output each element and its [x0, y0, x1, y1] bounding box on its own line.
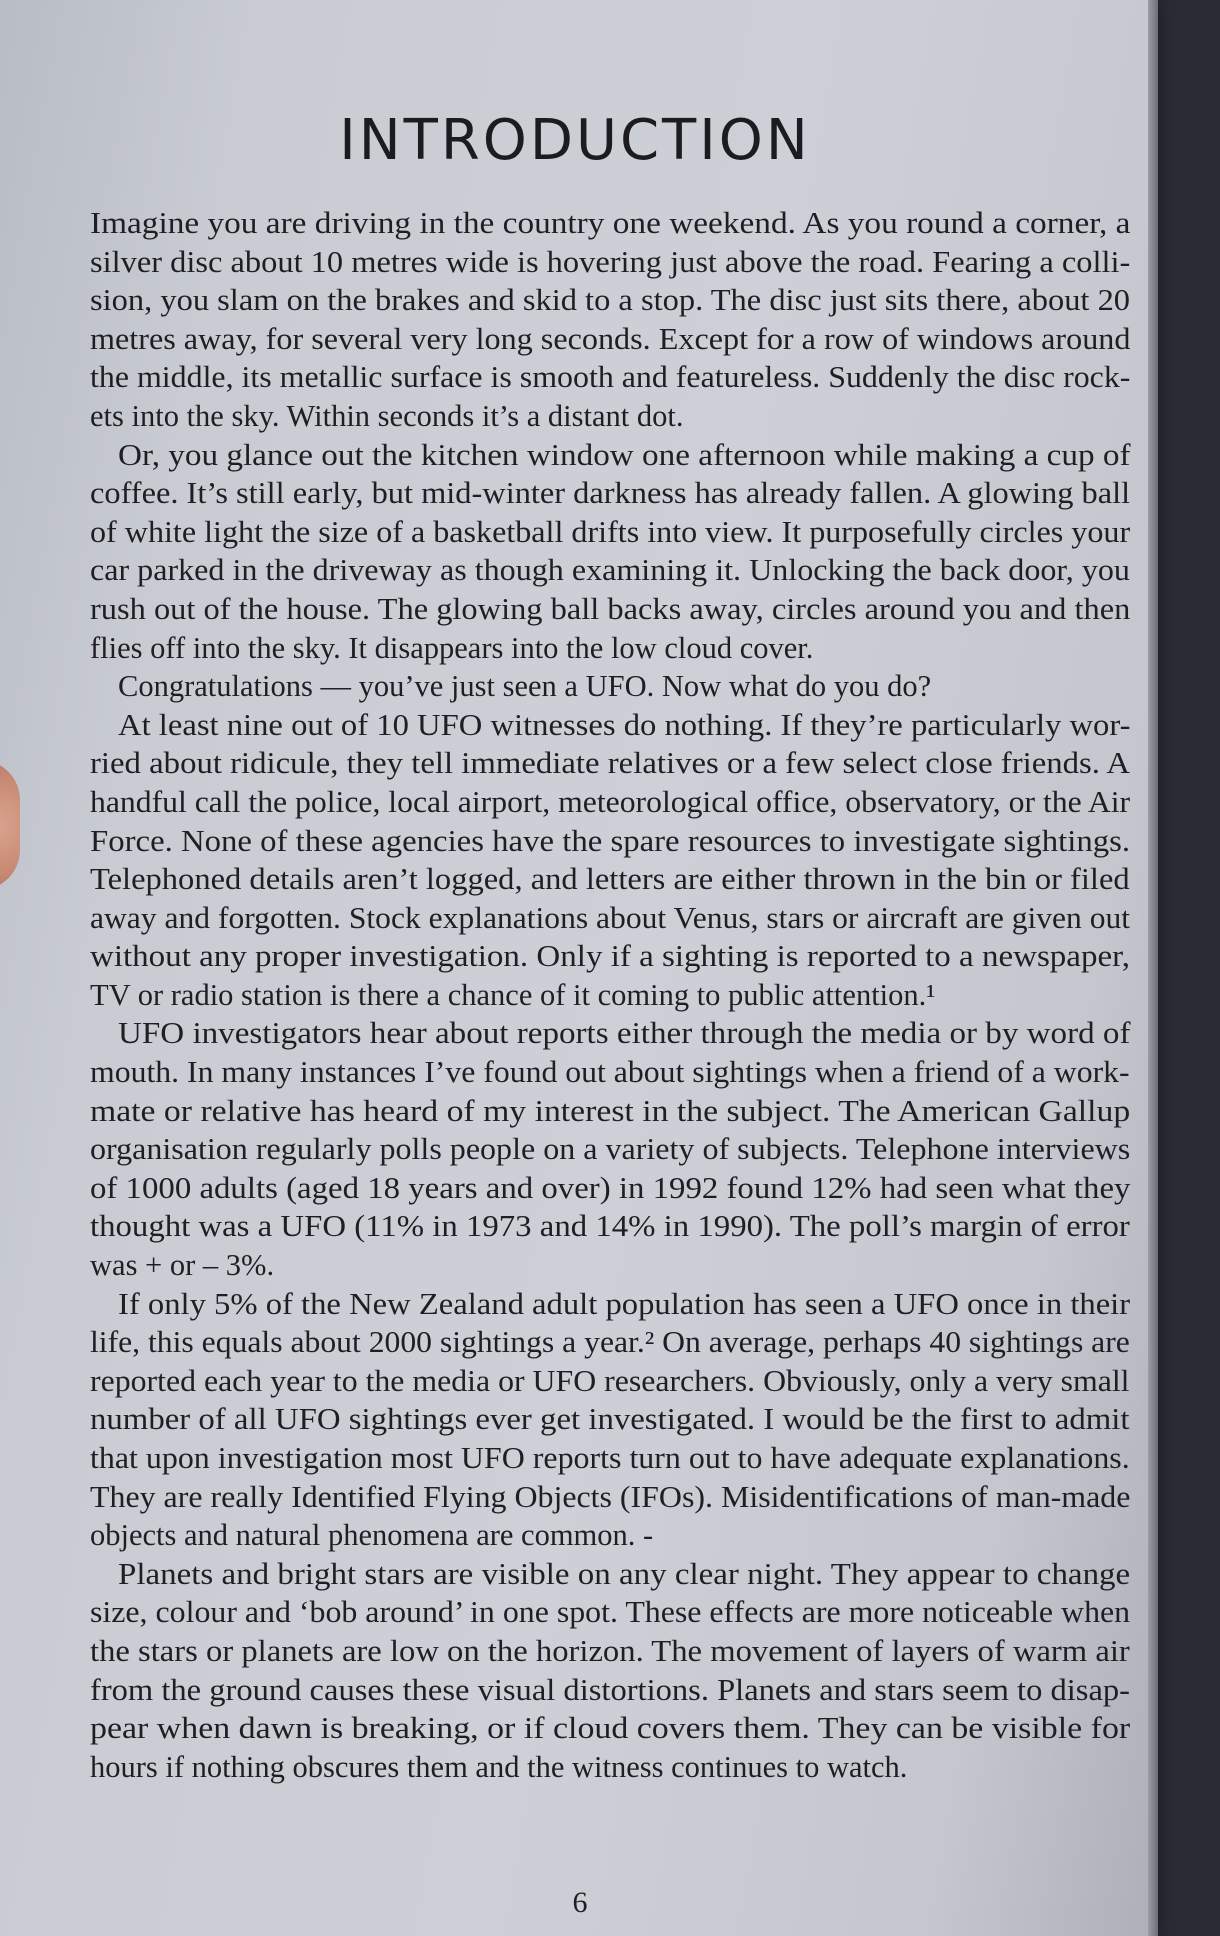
- body-text: [90, 204, 1150, 1786]
- text-line: At least nine out of 10 UFO witnesses do nothing. If they’re particularly wor-: [118, 707, 1131, 742]
- text-line: from the ground causes these visual distortions. Planets and stars seem to disap-: [90, 1672, 1131, 1707]
- text-line: hours if nothing obscures them and the witness continues to watch.: [90, 1749, 908, 1784]
- text-line: UFO investigators hear about reports either through the media or by word of: [118, 1016, 1131, 1051]
- text-line: the middle, its metallic surface is smooth and featureless. Suddenly the disc rock-: [90, 360, 1131, 395]
- text-line: number of all UFO sightings ever get investigated. I would be the first to admit: [90, 1402, 1130, 1437]
- text-line: If only 5% of the New Zealand adult population has seen a UFO once in their: [118, 1286, 1131, 1321]
- page-number: 6: [572, 1886, 588, 1919]
- text-line: the stars or planets are low on the horizon. The movement of layers of warm air: [90, 1633, 1130, 1668]
- text-line: reported each year to the media or UFO researchers. Obviously, only a very small: [90, 1363, 1130, 1398]
- text-line: metres away, for several very long seconds. Except for a row of windows around: [90, 321, 1131, 356]
- text-line: TV or radio station is there a chance of it coming to public attention.¹: [90, 977, 936, 1012]
- text-line: objects and natural phenomena are common. -: [90, 1518, 654, 1553]
- text-line: Congratulations — you’ve just seen a UFO. Now what do you do?: [118, 669, 932, 704]
- text-line: mate or relative has heard of my interest in the subject. The American Gallup: [90, 1093, 1131, 1128]
- text-line: Force. None of these agencies have the spare resources to investigate sightings.: [90, 823, 1131, 858]
- text-line: They are really Identified Flying Objects (IFOs). Misidentifications of man-made: [90, 1479, 1131, 1514]
- text-line: rush out of the house. The glowing ball backs away, circles around you and then: [90, 591, 1131, 626]
- text-line: thought was a UFO (11% in 1973 and 14% in 1990). The poll’s margin of error: [90, 1209, 1130, 1244]
- text-line: size, colour and ‘bob around’ in one spot. These effects are more noticeable when: [90, 1595, 1131, 1630]
- text-line: handful call the police, local airport, meteorological office, observatory, or the Air: [90, 784, 1131, 819]
- text-line: that upon investigation most UFO reports turn out to have adequate explanations.: [90, 1441, 1130, 1475]
- text-line: of 1000 adults (aged 18 years and over) in 1992 found 12% had seen what they: [90, 1170, 1131, 1205]
- text-line: Telephoned details aren’t logged, and letters are either thrown in the bin or filed: [90, 862, 1130, 897]
- text-line: Or, you glance out the kitchen window one afternoon while making a cup of: [118, 437, 1131, 472]
- text-line: mouth. In many instances I’ve found out about sightings when a friend of a work-: [90, 1055, 1130, 1090]
- chapter-title: INTRODUCTION: [339, 107, 811, 173]
- text-line: pear when dawn is breaking, or if cloud covers them. They can be visible for: [90, 1711, 1131, 1746]
- text-line: sion, you slam on the brakes and skid to a stop. The disc just sits there, about 20: [90, 283, 1131, 318]
- text-line: ried about ridicule, they tell immediate relatives or a few select close friends. A: [90, 746, 1131, 781]
- text-line: life, this equals about 2000 sightings a year.² On average, perhaps 40 sightings are: [90, 1325, 1130, 1360]
- text-line: Planets and bright stars are visible on any clear night. They appear to change: [118, 1556, 1131, 1591]
- thumb-holding-page: [0, 760, 20, 890]
- text-line: without any proper investigation. Only if a sighting is reported to a newspaper,: [90, 939, 1131, 974]
- text-line: ets into the sky. Within seconds it’s a distant dot.: [90, 398, 684, 433]
- text-line: was + or – 3%.: [90, 1248, 275, 1283]
- text-line: car parked in the driveway as though examining it. Unlocking the back door, you: [90, 553, 1130, 588]
- page-edge: [1148, 0, 1158, 1936]
- text-line: away and forgotten. Stock explanations about Venus, stars or aircraft are given out: [90, 900, 1131, 935]
- text-line: silver disc about 10 metres wide is hovering just above the road. Fearing a colli-: [90, 244, 1131, 279]
- text-line: Imagine you are driving in the country one weekend. As you round a corner, a: [90, 206, 1131, 240]
- text-line: flies off into the sky. It disappears into the low cloud cover.: [90, 630, 814, 665]
- text-line: of white light the size of a basketball drifts into view. It purposefully circles your: [90, 514, 1131, 549]
- text-line: organisation regularly polls people on a variety of subjects. Telephone interviews: [90, 1132, 1131, 1167]
- text-line: coffee. It’s still early, but mid-winter darkness has already fallen. A glowing ball: [90, 476, 1131, 511]
